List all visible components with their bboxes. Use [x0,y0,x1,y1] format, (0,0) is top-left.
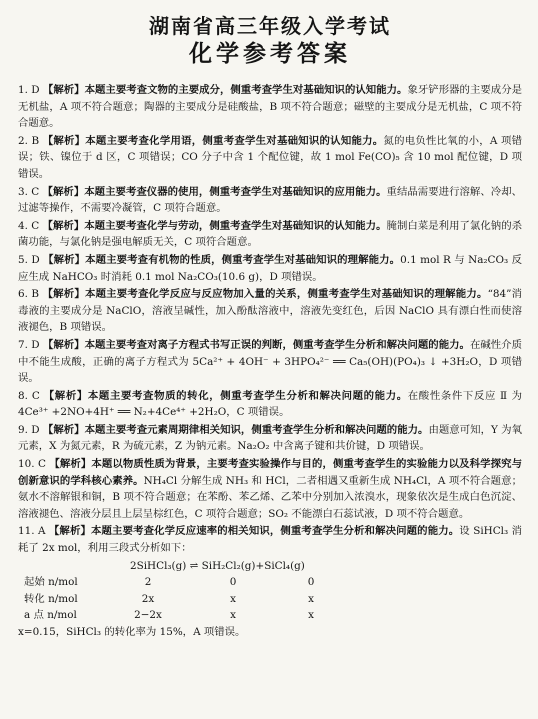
analysis-body: 在酸性条件下反应 Ⅱ 为 4Ce³⁺ +2NO+4H⁺ ══ N₂+4Ce⁴⁺ +2H₂O，C 项错误。 [18,389,523,419]
answer-list [18,82,522,557]
analysis-tag: 【解析】 [42,84,85,96]
answer-item [18,456,522,522]
calculation-block [18,558,522,641]
answer-number: 2. B [18,134,40,147]
analysis-lead: 本题主要考查对离子方程式书写正误的判断，侧重考查学生分析和解决问题的能力。 [84,338,470,351]
calc-cell: 起始 n/mol [24,576,78,589]
calc-row [18,607,522,624]
answer-number: 7. D [18,338,40,351]
answer-number: 4. C [18,219,40,232]
answer-number: 11. A [18,525,46,538]
page-subtitle: 化学参考答案 [189,41,351,67]
analysis-tag: 【解析】 [42,185,85,198]
analysis-tag: 【解析】 [42,288,85,301]
analysis-body: 0.1 mol R 与 Na₂CO₃ 反应生成 NaHCO₃ 时消耗 0.1 mol Na₂CO₃(10.6 g)，D 项错误。 [18,253,523,283]
answer-item [18,184,522,217]
answer-item [18,82,522,132]
answer-item [18,133,522,183]
analysis-lead: 本题主要考查化学与劳动，侧重考查学生对基础知识的认知能力。 [84,219,387,232]
answer-number: 3. C [18,185,40,198]
answer-number: 10. C [18,458,46,471]
answer-number: 5. D [18,253,40,266]
analysis-body: 氮的电负性比氧的小，A 项错误；铁、镍位于 d 区，C 项错误；CO 分子中含 1 个配位键，故 1 mol Fe(CO)₅ 含 10 mol 配位键，D 项错误。 [18,134,523,180]
analysis-lead: 本题以物质性质为背景，主要考查实验操作与目的，侧重考查学生的实验能力以及科学探究与创新意识的学科核心素养。 [18,458,523,487]
calc-cell: 2−2x [134,609,162,622]
calc-cell: 2 [144,576,152,589]
answer-item [18,337,522,387]
calc-cell: 2x [141,592,155,605]
analysis-lead: 本题主要考查文物的主要成分，侧重考查学生对基础知识的认知能力。 [84,84,408,96]
calc-cell: a 点 n/mol [24,609,77,622]
calc-cell: x [230,592,236,605]
analysis-tag: 【解析】 [43,389,88,402]
answer-item [18,422,522,455]
analysis-tag: 【解析】 [43,253,86,266]
answer-item [18,388,522,421]
calc-cell: x [308,592,314,605]
reaction-equation: 2SiHCl₃(g) ⇌ SiH₂Cl₂(g)+SiCl₄(g) [130,559,305,572]
calc-cell: 0 [229,576,237,589]
analysis-tag: 【解析】 [42,338,85,351]
analysis-body: 在碱性介质中不能生成酸，正确的离子方程式为 5Ca²⁺ + 4OH⁻ + 3HPO₄²⁻ ══ Ca₅(OH)(PO₄)₃ ↓ +3H₂O，D 项错误。 [18,338,522,385]
answer-item [18,218,522,251]
answer-number: 6. B [18,288,40,301]
analysis-tag: 【解析】 [42,134,86,147]
answer-item [18,523,522,556]
answer-item [18,252,522,285]
analysis-lead: 本题主要考查化学反应与反应物加入量的关系，侧重考查学生对基础知识的理解能力。 [84,288,488,301]
analysis-body: 腌制白菜是利用了氯化钠的杀菌功能，与氯化钠是强电解质无关，C 项符合题意。 [18,219,523,249]
calc-cell: x [230,609,236,622]
analysis-tag: 【解析】 [42,423,85,436]
analysis-body: 象牙铲形器的主要成分是无机盐，A 项不符合题意；陶器的主要成分是硅酸盐，B 项不符合题意；磁壁的主要成分是无机盐，C 项不符合题意。 [18,84,522,130]
analysis-body: 重结晶需要进行溶解、冷却、过滤等操作，不需要冷凝管，C 项符合题意。 [18,185,523,215]
page-title: 湖南省高三年级入学考试 [149,14,391,38]
analysis-lead: 本题主要考查化学用语，侧重考查学生对基础知识的认知能力。 [85,134,384,147]
analysis-lead: 本题主要考查有机物的性质，侧重考查学生对基础知识的理解能力。 [85,253,401,266]
calc-cell: 0 [307,576,315,589]
answer-number: 9. D [18,423,40,436]
analysis-lead: 本题主要考查物质的转化，侧重考查学生分析和解决问题的能力。 [87,389,408,402]
answer-number: 8. C [18,389,40,402]
calc-conclusion: x=0.15，SiHCl₃ 的转化率为 15%，A 项错误。 [18,626,246,638]
calc-row [18,574,522,591]
calc-cell: 转化 n/mol [24,592,78,605]
analysis-lead: 本题主要考查化学反应速率的相关知识，侧重考查学生分析和解决问题的能力。 [91,525,460,538]
analysis-lead: 本题主要考查仪器的使用，侧重考查学生对基础知识的应用能力。 [84,185,387,198]
analysis-tag: 【解析】 [48,525,91,538]
analysis-body: “84”消毒液的主要成分是 NaClO，溶液呈碱性，加入酚酞溶液中，溶液先变红色，后因 NaClO 具有漂白性而使溶液褪色，B 项错误。 [18,288,523,334]
analysis-body: 由题意可知，Y 为氧元素，X 为氮元素，R 为硫元素，Z 为钠元素。Na₂O₂ 中含离子键和共价键，D 项错误。 [18,423,522,453]
analysis-body: 设 SiHCl₃ 消耗了 2x mol，利用三段式分析如下： [18,525,522,555]
analysis-lead: 本题主要考查元素周期律相关知识，侧重考查学生分析和解决问题的能力。 [84,423,429,436]
analysis-body: NH₄Cl 分解生成 NH₃ 和 HCl，二者相遇又重新生成 NH₄Cl，A 项不符合题意；氨水不溶解银和铜，B 项不符合题意；在苯酚、苯乙烯、乙苯中分别加入浓溴水，现象依次是生成白色沉淀、溶液褪色、溶液分层且上层呈棕红色，C 项符合题意；SO₂ 不能漂白石蕊试液，D 项不符合题意。 [18,474,522,520]
analysis-tag: 【解析】 [49,458,92,471]
calc-row [18,591,522,608]
answer-item [18,286,522,336]
analysis-tag: 【解析】 [42,219,85,232]
calc-cell: x [308,609,314,622]
answer-number: 1. D [18,84,40,96]
